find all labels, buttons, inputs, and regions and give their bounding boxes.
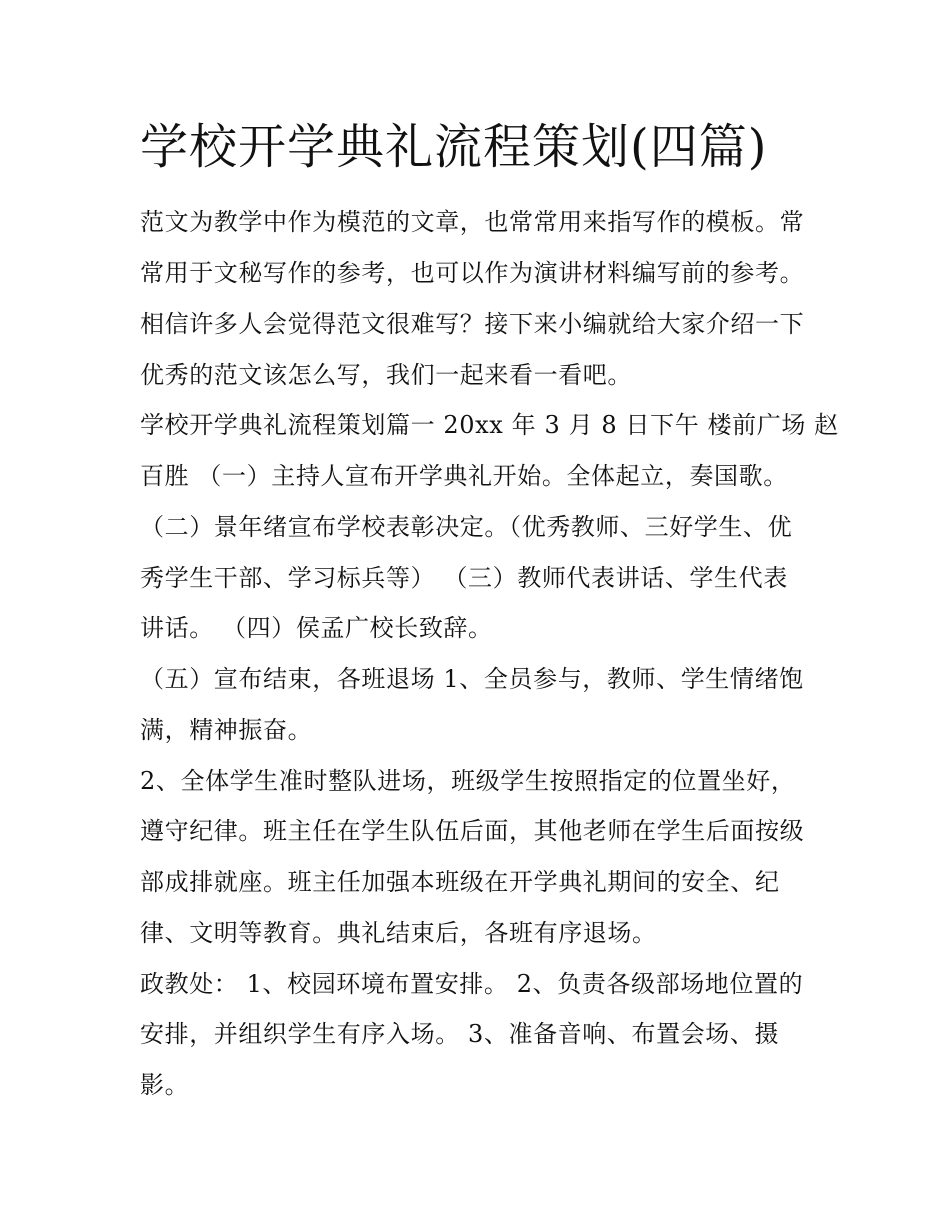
paragraph-line: 百胜 （一）主持人宣布开学典礼开始。全体起立，奏国歌。	[140, 462, 788, 490]
paragraph-line: 秀学生干部、学习标兵等） （三）教师代表讲话、学生代表	[140, 564, 788, 592]
paragraph-line: 政教处： 1、校园环境布置安排。 2、负责各级部场地位置的	[140, 970, 804, 998]
paragraph-line: （二）景年绪宣布学校表彰决定。（优秀教师、三好学生、优	[140, 513, 793, 541]
paragraph-line: 学校开学典礼流程策划篇一 20xx 年 3 月 8 日下午 楼前广场 赵	[140, 411, 839, 439]
paragraph-line: 讲话。 （四）侯孟广校长致辞。	[140, 614, 493, 642]
paragraph-line: 遵守纪律。班主任在学生队伍后面，其他老师在学生后面按级	[140, 817, 805, 845]
paragraph-line: 部成排就座。班主任加强本班级在开学典礼期间的安全、纪	[140, 868, 780, 896]
paragraph-line: 常用于文秘写作的参考，也可以作为演讲材料编写前的参考。	[140, 259, 805, 287]
paragraph-line: 相信许多人会觉得范文很难写？接下来小编就给大家介绍一下	[140, 310, 805, 338]
document-title: 学校开学典礼流程策划(四篇)	[140, 119, 768, 175]
paragraph-line: （五）宣布结束，各班退场 1、全员参与，教师、学生情绪饱	[140, 665, 804, 693]
paragraph-line: 影。	[140, 1071, 190, 1099]
paragraph-line: 范文为教学中作为模范的文章，也常常用来指写作的模板。常	[140, 208, 805, 236]
paragraph-line: 2、全体学生准时整队进场，班级学生按照指定的位置坐好，	[140, 767, 796, 795]
paragraph-line: 满，精神振奋。	[140, 716, 313, 744]
paragraph-line: 律、文明等教育。典礼结束后，各班有序退场。	[140, 919, 657, 947]
paragraph-line: 安排，并组织学生有序入场。 3、准备音响、布置会场、摄	[140, 1020, 780, 1048]
paragraph-line: 优秀的范文该怎么写，我们一起来看一看吧。	[140, 361, 632, 389]
